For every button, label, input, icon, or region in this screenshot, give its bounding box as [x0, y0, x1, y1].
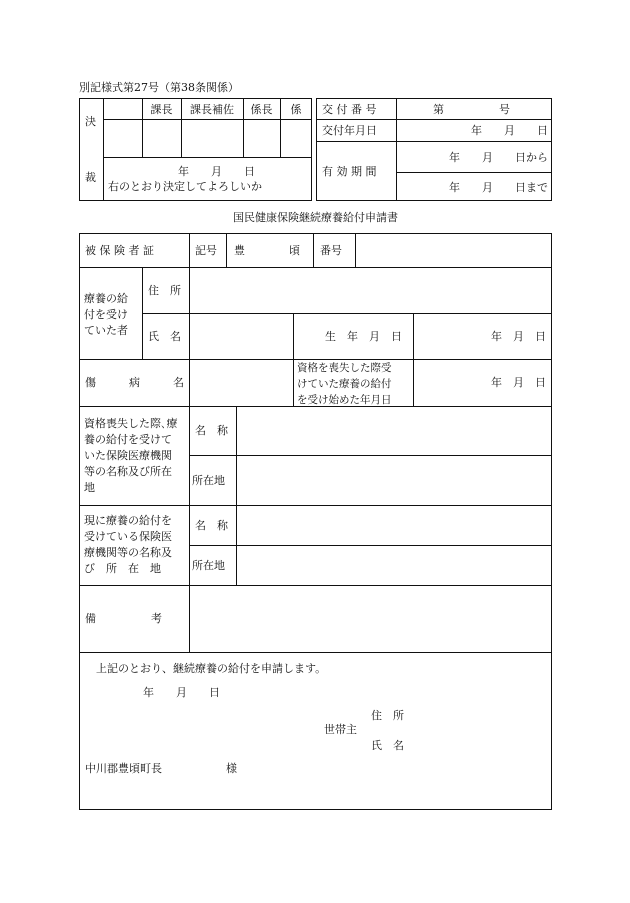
name-label: 氏 名 [148, 330, 181, 343]
kigo-value: 豊 頃 [234, 244, 300, 257]
insured-card-label: 被 保 険 者 証 [85, 244, 154, 257]
issue-number-label: 交 付 番 号 [322, 103, 377, 116]
applicant-name-label: 氏 名 [371, 739, 404, 752]
form-title: 国民健康保険継続療養給付申請書 [233, 211, 398, 224]
approval-col-kacho: 課長 [150, 103, 173, 116]
birth-date-value: 年 月 日 [491, 330, 546, 343]
bango-label: 番号 [320, 244, 342, 257]
householder-label: 世帯主 [324, 723, 357, 736]
disease-name-label: 傷 病 名 [85, 376, 184, 389]
issue-date-label: 交付年月日 [322, 124, 377, 137]
curr-institution-label: 現に療養の給付を 受けている保険医 療機関等の名称及 び 所 在 地 [84, 514, 172, 575]
approval-col-kakaricho: 係長 [250, 103, 273, 116]
declaration-text: 上記のとおり、継続療養の給付を申請します。 [96, 662, 327, 675]
prev-institution-label: 資格喪失した際､療 養の給付を受けて いた保険医療機関 等の名称及び所在 地 [84, 417, 178, 494]
issue-period-to: 年 月 日まで [449, 181, 548, 194]
birth-date-label: 生 年 月 日 [325, 330, 402, 343]
prev-institution-location-label: 所在地 [192, 474, 225, 487]
approval-col-kakari: 係 [290, 103, 302, 116]
approval-sai: 裁 [85, 171, 96, 184]
addressee-honorific: 様 [226, 762, 237, 775]
approval-col-kacho-hosa: 課長補佐 [190, 103, 234, 116]
issue-period-label: 有 効 期 間 [322, 165, 377, 178]
prev-institution-name-label: 名 称 [195, 424, 228, 437]
curr-institution-location-label: 所在地 [192, 559, 225, 572]
qualification-lost-label: 資格を喪失した際受 けていた療養の給付 を受け始めた年月日 [297, 362, 392, 406]
address-label: 住 所 [148, 284, 181, 297]
addressee: 中川郡豊頃町長 [85, 762, 162, 775]
kigo-label: 記号 [195, 244, 217, 257]
recipient-label: 療養の給 付を受け ていた者 [84, 292, 128, 337]
issue-period-from: 年 月 日から [449, 151, 548, 164]
remarks-label: 備 考 [85, 612, 162, 625]
declaration-date: 年 月 日 [143, 686, 220, 699]
applicant-address-label: 住 所 [371, 709, 404, 722]
qualification-lost-value: 年 月 日 [491, 376, 546, 389]
approval-date: 年 月 日 [178, 165, 255, 178]
approval-text: 右のとおり決定してよろしいか [108, 180, 262, 193]
curr-institution-name-label: 名 称 [195, 519, 228, 532]
issue-number-value: 第 号 [433, 103, 510, 116]
issue-date-value: 年 月 日 [471, 124, 548, 137]
form-number: 別記様式第27号（第38条関係） [79, 81, 239, 94]
approval-ketsu: 決 [85, 115, 96, 128]
